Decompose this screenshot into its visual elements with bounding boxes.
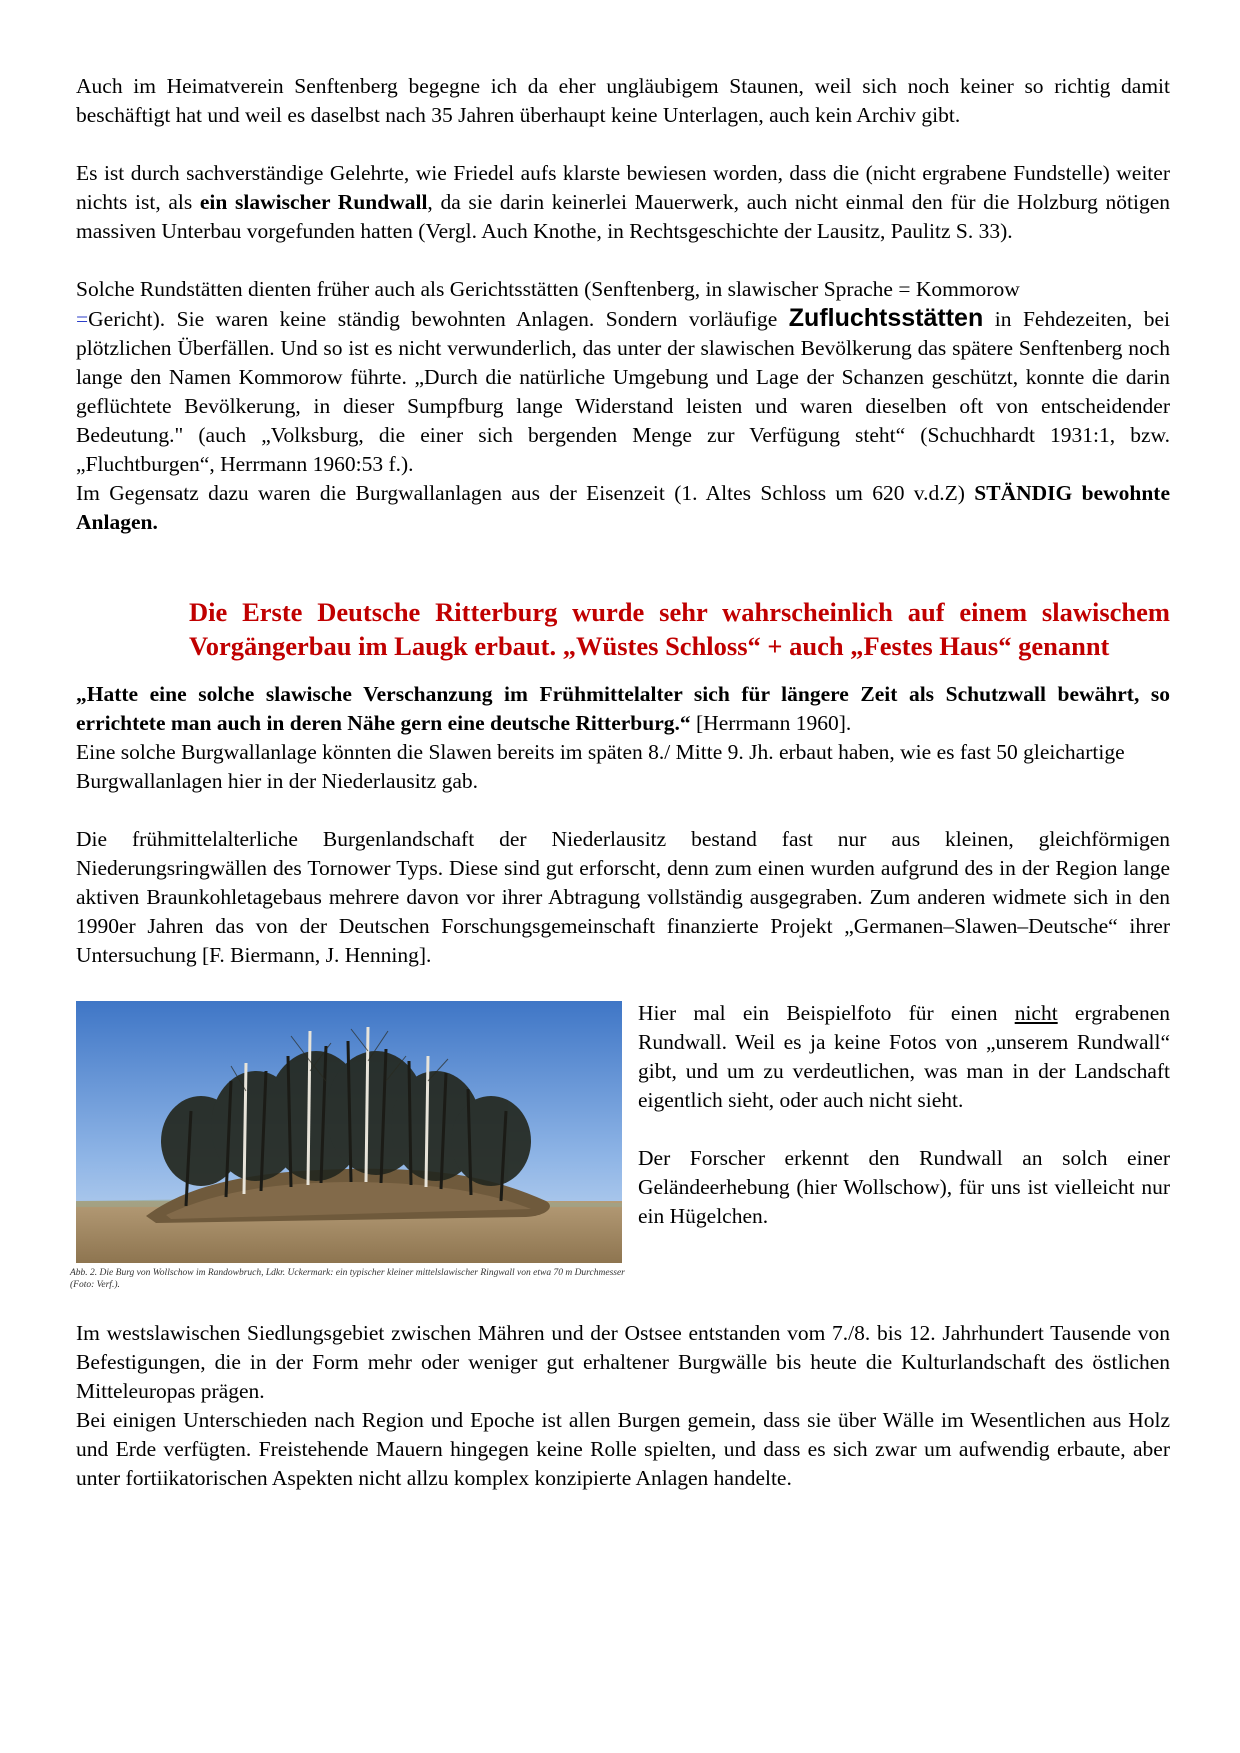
underlined-nicht: nicht: [1014, 1001, 1058, 1025]
photo-illustration: [76, 1001, 622, 1263]
landscape-photo: [76, 1001, 622, 1263]
paragraph-rundwall: [76, 159, 1170, 246]
paragraph-burgenlandschaft: Die frühmittelalterliche Burgenlandschaft der Niederlausitz bestand fast nur aus kleinen, gleichförmigen Niederungsringwällen des Tornower Typs. Diese sind gut erforscht, denn zum einen wurden aufgrund des in der Region lange aktiven Braunkohletagebaus mehrere davon vor ihrer Abtragung vollständig ausgegraben. Zum anderen widmete sich in den 1990er Jahren das von der Deutschen Forschungsgemeinschaft finanzierte Projekt „Germanen–Slawen–Deutsche“ ihrer Untersuchung [F. Biermann, J. Henning].: [76, 827, 1170, 967]
document-page: [70, 72, 1170, 1493]
paragraph-eisenzeit: [76, 479, 1170, 537]
paragraph-burgen-gemein: Bei einigen Unterschieden nach Region und Epoche ist allen Burgen gemein, dass sie über Wälle im Wesentlichen aus Holz und Erde verfügten. Freistehende Mauern hingegen keine Rolle spielten, und dass es sich zwar um aufwendig erbaute, aber unter fortiikatorischen Aspekten nicht allzu komplex konzipierte Anlagen handelte.: [76, 1408, 1170, 1490]
bold-rundwall: ein slawischer Rundwall: [199, 190, 428, 214]
text-span: [Herrmann 1960].: [690, 711, 852, 735]
bold-staendig: STÄNDIG bewohnte Anlagen.: [76, 481, 1170, 534]
bold-quote: „Hatte eine solche slawische Verschanzung im Frühmittelalter sich für längere Zeit als Schutzwall bewährt, so errichtete man auch in deren Nähe gern eine deutsche Ritterburg.“: [76, 682, 1170, 735]
figure-caption: Abb. 2. Die Burg von Wollschow im Randowbruch, Ldkr. Uckermark: ein typischer kleiner mittelslawischer Ringwall von etwa 70 m Durchmesser (Foto: Verf.).: [70, 1268, 625, 1290]
paragraph-westslawisch: Im westslawischen Siedlungsgebiet zwischen Mähren und der Ostsee entstanden vom 7./8. bis 12. Jahrhundert Tausende von Befestigungen, die in der Form mehr oder weniger gut erhaltener Burgwälle bis heute die Kulturlandschaft des östlichen Mitteleuropas prägen.: [76, 1321, 1170, 1403]
paragraph-heimatverein: Auch im Heimatverein Senftenberg begegne ich da eher ungläubigem Staunen, weil sich noch keiner so richtig damit beschäftigt hat und weil es daselbst nach 35 Jahren überhaupt keine Unterlagen, auch kein Archiv gibt.: [76, 74, 1170, 127]
text-span: Im Gegensatz dazu waren die Burgwallanlagen aus der Eisenzeit (1. Altes Schloss um 620 v.d.Z): [76, 481, 975, 505]
figure-side-text: [638, 999, 1170, 1231]
paragraph-herrmann-quote: [76, 680, 1170, 738]
section-heading: Die Erste Deutsche Ritterburg wurde sehr wahrscheinlich auf einem slawischem Vorgängerbau im Laugk erbaut. „Wüstes Schloss“ + auch „Festes Haus“ genannt: [189, 597, 1170, 661]
paragraph-burgwallanlage: Eine solche Burgwallanlage könnten die Slawen bereits im späten 8./ Mitte 9. Jh. erbaut haben, wie es fast 50 gleichartige Burgwallanlagen hier in der Niederlausitz gab.: [76, 740, 1125, 793]
text-span: ergrabenen Rundwall. Weil es ja keine Fotos von „unserem Rundwall“ gibt, und um zu verdeutlichen, was man in der Landschaft eigentlich sieht, oder auch nicht sieht.: [638, 1001, 1170, 1112]
paragraph-beispielfoto: [638, 999, 1170, 1115]
text-span: Es ist durch sachverständige Gelehrte, wie Friedel aufs klarste bewiesen worden, dass die (nicht ergrabene Fundstelle) weiter nichts ist, als: [76, 161, 1170, 214]
text-span: Hier mal ein Beispielfoto für einen: [638, 1001, 1015, 1025]
bold-zufluchtsstaetten: Zufluchtsstätten: [788, 304, 984, 332]
equals-sign: =: [76, 307, 89, 331]
paragraph-rundstaetten: [76, 275, 1170, 479]
text-span: , da sie darin keinerlei Mauerwerk, auch nicht einmal den für die Holzburg nötigen massiven Unterbau vorgefunden hatten (Vergl. Auch Knothe, in Rechtsgeschichte der Lausitz, Paulitz S. 33).: [76, 190, 1170, 243]
text-span: in Fehdezeiten, bei plötzlichen Überfällen. Und so ist es nicht verwunderlich, das unter der slawischen Bevölkerung das spätere Senftenberg noch lange den Namen Kommorow führte. „Durch die natürliche Umgebung und Lage der Schanzen geschützt, konnte die darin geflüchtete Bevölkerung, in dieser Sumpfburg lange Widerstand leisten und waren dieselben oft von entscheidender Bedeutung." (auch „Volksburg, die einer sich bergenden Menge zur Verfügung steht“ (Schuchhardt 1931:1, bzw. „Fluchtburgen“, Herrmann 1960:53 f.).: [76, 307, 1170, 476]
figure-block: [70, 999, 1170, 1319]
text-span: Gericht). Sie waren keine ständig bewohnten Anlagen. Sondern vorläufige: [88, 307, 789, 331]
paragraph-forscher: Der Forscher erkennt den Rundwall an solch einer Geländeerhebung (hier Wollschow), für uns ist vielleicht nur ein Hügelchen.: [638, 1146, 1170, 1228]
text-span: Solche Rundstätten dienten früher auch als Gerichtsstätten (Senftenberg, in slawischer Sprache = Kommorow: [76, 277, 1020, 301]
